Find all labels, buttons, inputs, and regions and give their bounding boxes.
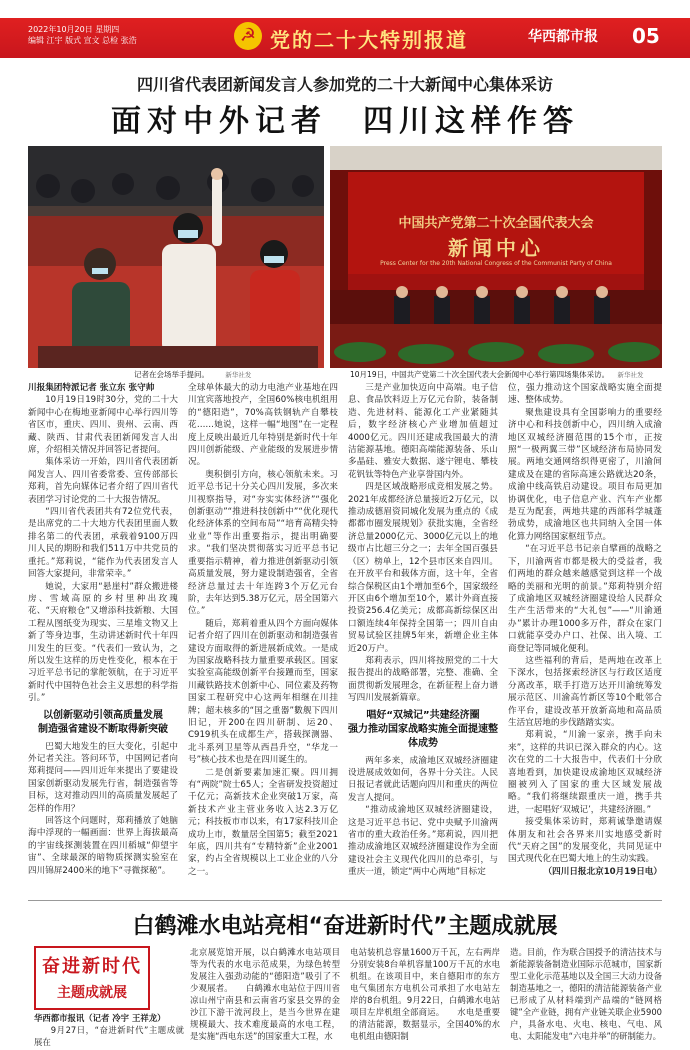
stamp-title: 奋进新时代 bbox=[42, 956, 142, 977]
screen-english-title: Press Center for the 20th National Congress of the Communist Party of China bbox=[380, 260, 612, 267]
paragraph: 巴蜀大地发生的巨大变化，引起中外记者关注。答问环节，中国网记者向郑莉提问——四川近年来提出了要建设国家创新驱动发展先行省，制造强省等目标，这对推动四川的高质量发展起了怎样的作用？ bbox=[28, 741, 178, 814]
bottom-column-4 bbox=[510, 946, 662, 1046]
paragraph: 她说，大家用“悬崖村”群众搬进楼房、雪域高原的乡村里种出玫瑰花、“天府粮仓”又增添科技新粮、大国工程从图纸变为现实、三星堆文物又上新了等身边事，生动讲述新时代十年四川发生的巨变。“代表们一致认为，之所以发生这样的历史性变化，根本在于习近平总书记的掌舵领航，在于习近平新时代中国特色社会主义思想的科学指引。” bbox=[28, 581, 178, 704]
paragraph: 聚焦建设具有全国影响力的重要经济中心和科技创新中心，四川纳入成渝地区双城经济圈范围的15个市，正按照“一极两翼三带”区域经济布局协同发展。两地交通网络织得更密了，川渝间建成及在建的省际高速公路就达20条，成渝中线高铁启动建设。项目布局更加协调优化，电子信息产业、汽车产业都是互为配套，两地共建的西部科学城蓬勃成势，成渝地区也共同纳入全国一体化算力网络国家枢纽节点。 bbox=[508, 407, 662, 542]
paragraph: 三是产业加快迈向中高端。电子信息、食品饮料迈上万亿元台阶，装备制造、先进材料、能源化工产业紧随其后，数字经济核心产业增加值超过4000亿元。四川还建成我国最大的清洁能源基地。德阳高端能源装备、乐山多晶硅、雅安大数据、遂宁锂电、攀枝花钒钛等特色产业享誉国内外。 bbox=[348, 383, 498, 480]
paragraph: 郑莉说，“川渝一家亲，携手向未来”，这样的共识已深入群众的内心。这次在党的二十大报告中，代表们十分欣喜地看到，加快建设成渝地区双城经济圈被列入了国家的重大区域发展战略。“我们将继续跟重庆一道，携手共进，一起唱好‘双城记’，共建经济圈。” bbox=[508, 730, 662, 815]
photo2-caption: 10月19日，中国共产党第二十次全国代表大会新闻中心举行第四场集体采访。 新华社发 bbox=[350, 370, 644, 379]
paragraph: “在习近平总书记亲自擘画的战略之下，川渝两省市都是极大的受益者，我们两地的群众越来越感觉到这样一个战略的美丽和光明的前景。”郑莉特别介绍了成渝地区双城经济圈建设给人民群众生产生活带来的“大礼包”——“川渝通办”累计办理1000多万件，群众在家门口就能享受办户口、社保、出入境、工商登记等同城化便利。 bbox=[508, 544, 662, 654]
bottom-headline: 白鹤滩水电站亮相“奋进新时代”主题成就展 bbox=[132, 914, 558, 939]
stamp-subtitle: 主题成就展 bbox=[57, 985, 127, 1001]
paragraph: “四川省代表团共有72位党代表，是出席党的二十大地方代表团里面人数排名第二的代表团，承载着9100万四川人民的期盼和我们511万中共党员的重托。”郑莉说，“能作为代表团发言人回答大家提问，非常荣幸。” bbox=[28, 507, 178, 580]
paragraph: 电站装机总容量1600万千瓦，左右两岸分别安装8台单机容量100万千瓦的水电机组。在该项目中，来自德阳市的东方电气集团东方电机公司承担了水电站左岸的8台机组。9月22日，白鹤滩水电站项目左岸机组全部商运。 水电是重要的清洁能源，数据显示，全国40%的水电机组由德阳制 bbox=[350, 947, 500, 1041]
photo1-caption: 记者在会场举手提问。 新华社发 bbox=[134, 370, 252, 379]
paragraph: 四是区域战略形成竞相发展之势。2021年成都经济总量接近2万亿元，以推动成德眉资同城化发展为重点的《成都都市圈发展规划》获批实施，全省经济总量2000亿元、3000亿元以上的地级市占比超三分之一；去年全国百强县（区）榜单上，12个县市区来自四川。在开放平台和载体方面，这十年，全省综合保税区由1个增加至6个，国家级经开区由6个增加至10个，累计外商直接投资256.4亿美元；成都高新综保区出口额连续4年保持全国第一；四川自由贸易试验区挂牌5年来，新增企业主体近20万户。 bbox=[348, 482, 498, 654]
paragraph: 造。目前，作为联合国授予的清洁技术与新能源装备制造业国际示范城市，国家新型工业化示范基地以及全国三大动力设备制造基地之一，德阳的清洁能源装备产业已形成了从材料端到产品端的“链网格键”全产业链，拥有产业链关联企业5900户，具备水电、火电、核电、气电、风电、太阳能发电“六电并举”的研制能力。 bbox=[510, 947, 662, 1041]
paragraph: 这些福利的背后，是两地在改革上下深水，包括探索经济区与行政区适度分离改革，联手打造万达开川渝统筹发展示范区、川渝高竹新区等10个毗邻合作平台，建设改革开放新高地和高品质生活宜居地的步伐踏踏实实。 bbox=[508, 655, 662, 728]
paragraph: 回答这个问题时，郑莉播放了她脑海中浮现的一幅画面：世界上海拔最高的宇宙线探测装置在四川稻城“仰望宇宙”、全球最深的暗物质探测实验室在四川锦屏2400米的地下“寻微探秘”。 bbox=[28, 816, 178, 876]
paragraph: 全球单体最大的动力电池产业基地在四川宜宾落地投产，全国60%核电机组用的“德阳造”，70%高铁钢轨产自攀枝花……她说，这样一幅“地图”在一定程度上反映出最近几年特别是新时代十年四川创新能级、产业能级的发展进步情况。 bbox=[188, 383, 338, 468]
photo-reporters bbox=[28, 146, 324, 368]
bottom-column-2 bbox=[190, 946, 340, 1046]
screen-press-center: 新闻中心 bbox=[448, 236, 544, 260]
issue-meta bbox=[28, 24, 137, 46]
paragraph: 奥积倒引方向，核心领航未来。习近平总书记十分关心四川发展，多次来川视察指导，对“夯实实体经济”“强化创新驱动”“推进科技创新中”“优化现代化经济体系的空间布局”“培育高精尖特业业”等作出重要指示，提出明确要求。“我们坚决贯彻落实习近平总书记重要指示精神，着力推进创新驱动引领高质量发展，努力建设制造强省，全省经济总量过去十年连跨3个万亿元台阶，去年达到5.38万亿元，居全国第六位。” bbox=[188, 469, 338, 617]
section-subheading: 以创新驱动引领高质量发展 制造强省建设不断取得新突破 bbox=[38, 709, 168, 735]
dateline-source: （四川日报北京10月19日电） bbox=[543, 866, 662, 877]
paragraph: 随后，郑莉着重从四个方面向媒体记者介绍了四川在创新驱动和制造强省建设方面取得的新进展新成效。一是成为国家战略科技力量重要承载区。国家实验室高能级创新平台接踵而至，国家川藏铁路技术创新中心、同位素及药物国家工程研究中心这两年相继在川挂牌；超未核多的“国之重器”數舰下四川旧记，开200在四川研制、运20、C919机头在成都生产，搭载探测器、北斗系列卫星等从西昌升空，“华龙一号”核心技术也是在四川诞生的。 bbox=[188, 618, 338, 766]
photo2-credit: 新华社发 bbox=[617, 371, 644, 379]
editor-credits: 编辑 江宇 版式 宣文 总检 张浩 bbox=[28, 36, 137, 45]
article-column-2 bbox=[188, 382, 338, 894]
photo-press-conference bbox=[330, 146, 662, 368]
reporters-scene-illustration bbox=[28, 146, 324, 368]
article-column-1 bbox=[28, 382, 178, 894]
section-subheading: 唱好“双城记”共建经济圈 强力推动国家战略实施全面提速整体成势 bbox=[348, 709, 498, 749]
paragraph: 9月27日，“奋进新时代”主题成就展在 bbox=[34, 1025, 184, 1047]
bottom-column-1 bbox=[34, 1012, 184, 1048]
exhibition-stamp-logo bbox=[34, 946, 150, 1010]
screen-congress-title: 中国共产党第二十次全国代表大会 bbox=[398, 216, 594, 231]
byline: 川报集团特派记者 张立东 张守帅 bbox=[28, 383, 155, 393]
paragraph: 位，强力推动这个国家战略实施全面提速、整体成势。 bbox=[508, 383, 662, 406]
paragraph: 郑莉表示，四川将按照党的二十大报告提出的战略部署，完整、准确、全面贯彻新发展理念，在新征程上奋力谱写四川发展新篇章。 bbox=[348, 655, 498, 704]
paragraph: 两年多来，成渝地区双城经济圈建设进展成效如何，各界十分关注。人民日报记者就此话题向四川和重庆的两位发言人提问。 bbox=[348, 755, 498, 803]
paragraph: 北京展览馆开展，以白鹤滩水电站项目等为代表的水电示范成果，为绿色转型发展注入强劲动能的“德阳造”吸引了不少观展者。 白鹤滩水电站位于四川省凉山州宁南县和云南省巧家县交界的金沙江下游干流河段上，是当今世界在建规模最大、技术难度最高的水电工程，是实施“西电东送”的国家重大工程，水 bbox=[190, 947, 340, 1041]
section-divider bbox=[28, 900, 662, 901]
bottom-byline: 华西都市报讯（记者 冷宇 王祥龙） bbox=[34, 1013, 166, 1023]
page-number: 05 bbox=[632, 24, 660, 48]
main-headline: 面对中外记者 四川这样作答 bbox=[111, 104, 579, 139]
paragraph: 二是创新要素加速汇聚。四川拥有“两院”院士65人；全省研发投资超过千亿元；高新技术企业突破1万家，高新技术产业主营业务收入达2.3万亿元；科技板市市以来，有17家科技川企成功上市，数量居全国第5；截至2021年底，四川共有“专精特新”企业2001家，约占全省规模以上工业企业的八分之一。 bbox=[188, 767, 338, 877]
section-title: 党的二十大特别报道 bbox=[270, 28, 468, 52]
issue-date: 2022年10月20日 星期四 bbox=[28, 25, 120, 34]
article-column-4 bbox=[508, 382, 662, 894]
paragraph: 10月19日19时30分，党的二十大新闻中心在梅地亚新闻中心举行四川等省区市，重庆、四川、贵州、云南、西藏、陕西、甘肃代表团新闻发言人出席，介绍相关情况并回答记者提问。 bbox=[28, 395, 178, 456]
kicker-headline: 四川省代表团新闻发言人参加党的二十大新闻中心集体采访 bbox=[136, 75, 553, 94]
bottom-column-3 bbox=[350, 946, 500, 1046]
paper-logo: 华西都市报 bbox=[528, 29, 598, 45]
party-emblem-icon: ☭ bbox=[234, 22, 262, 50]
paragraph: 接受集体采访时，郑莉诚挚邀请媒体朋友和社会各界来川实地感受新时代“天府之国”的发展变化，共同见证中国式现代化在巴蜀大地上的生动实践。 bbox=[508, 817, 662, 865]
paragraph: 集体采访一开始，四川省代表团新闻发言人、四川省委常委、宣传部部长郑莉，首先向媒体记者介绍了四川省代表团学习讨论党的二十大报告情况。 bbox=[28, 457, 178, 505]
photo1-credit: 新华社发 bbox=[225, 371, 252, 379]
article-column-3 bbox=[348, 382, 498, 894]
paragraph: “推动成渝地区双城经济圈建设，这是习近平总书记、党中央赋予川渝两省市的重大政治任务。”郑莉说，四川把推动成渝地区双城经济圈建设作为全面建设社会主义现代化四川的总牵引，与重庆一道，锁定“两中心两地”目标定 bbox=[348, 805, 498, 878]
